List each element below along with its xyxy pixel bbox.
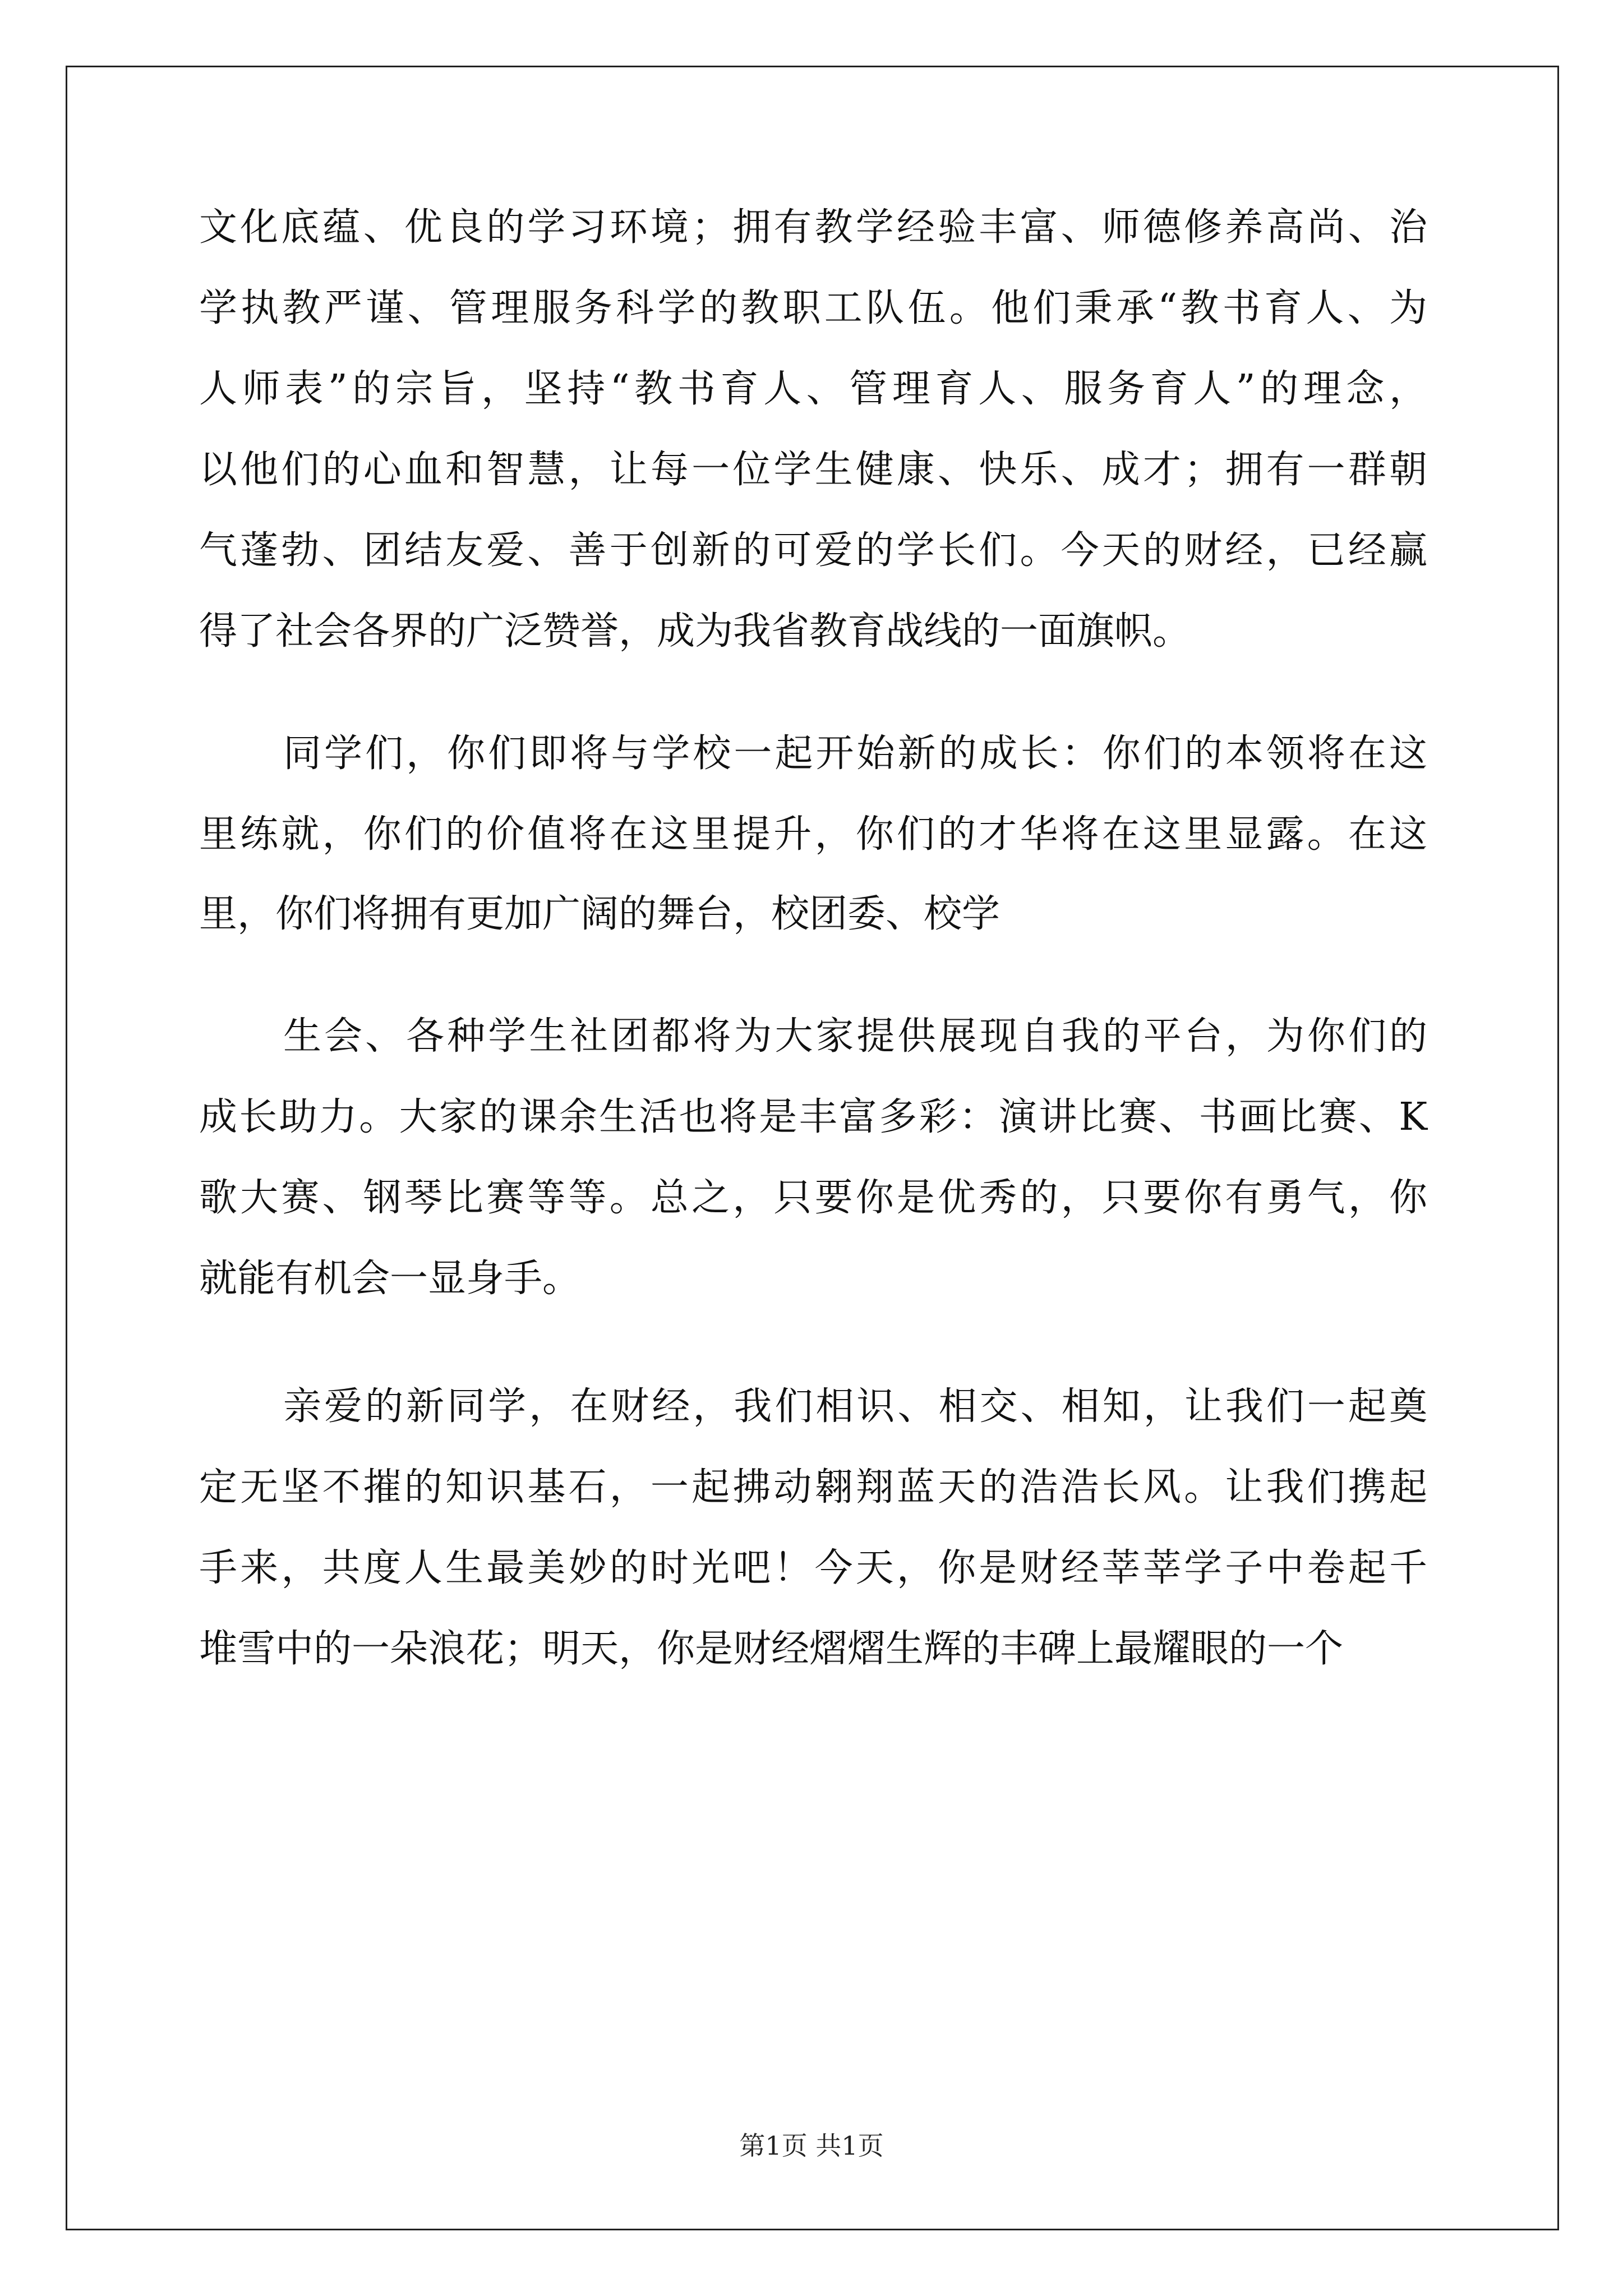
text-line: 以他们的心血和智慧，让每一位学生健康、快乐、成才；拥有一群朝 bbox=[199, 448, 1427, 492]
text-line: 气蓬勃、团结友爱、善于创新的可爱的学长们。今天的财经，已经赢 bbox=[199, 528, 1427, 573]
text-line: 里，你们将拥有更加广阔的舞台，校团委、校学 bbox=[199, 892, 1000, 936]
text-line: 堆雪中的一朵浪花；明天，你是财经熠熠生辉的丰碑上最耀眼的一个 bbox=[199, 1627, 1344, 1671]
text-line: 生会、各种学生社团都将为大家提供展现自我的平台，为你们的 bbox=[283, 1014, 1427, 1059]
text-line: 里练就，你们的价值将在这里提升，你们的才华将在这里显露。在这 bbox=[199, 812, 1427, 857]
text-line: 同学们，你们即将与学校一起开始新的成长：你们的本领将在这 bbox=[283, 731, 1427, 776]
text-line: 定无坚不摧的知识基石，一起拂动翱翔蓝天的浩浩长风。让我们携起 bbox=[199, 1465, 1427, 1510]
text-line: 成长助力。大家的课余生活也将是丰富多彩：演讲比赛、书画比赛、K bbox=[199, 1095, 1427, 1139]
text-line: 人师表”的宗旨，坚持“教书育人、管理育人、服务育人”的理念， bbox=[199, 367, 1427, 411]
page-footer: 第1页 共1页 bbox=[739, 2131, 884, 2161]
text-line: 歌大赛、钢琴比赛等等。总之，只要你是优秀的，只要你有勇气，你 bbox=[199, 1176, 1427, 1220]
text-line: 手来，共度人生最美妙的时光吧！今天，你是财经莘莘学子中卷起千 bbox=[199, 1546, 1427, 1590]
text-line: 文化底蕴、优良的学习环境；拥有教学经验丰富、师德修养高尚、治 bbox=[199, 205, 1427, 250]
text-line: 得了社会各界的广泛赞誉，成为我省教育战线的一面旗帜。 bbox=[199, 609, 1191, 654]
text-line: 就能有机会一显身手。 bbox=[199, 1257, 581, 1301]
text-line: 亲爱的新同学，在财经，我们相识、相交、相知，让我们一起奠 bbox=[283, 1384, 1427, 1429]
text-line: 学执教严谨、管理服务科学的教职工队伍。他们秉承“教书育人、为 bbox=[199, 286, 1427, 330]
